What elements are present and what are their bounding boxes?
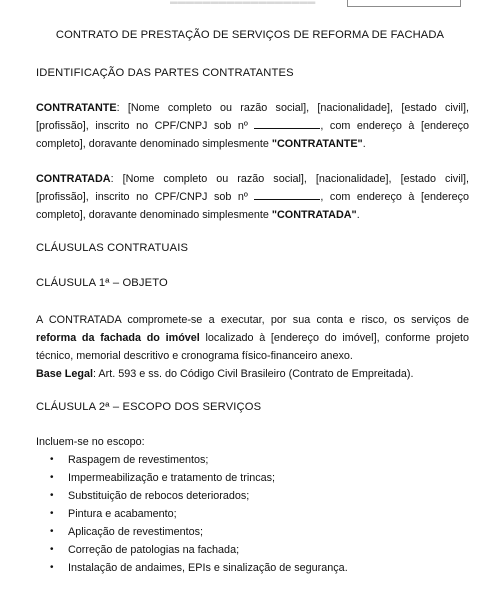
bullet-icon: • <box>50 508 54 519</box>
document-title: CONTRATO DE PRESTAÇÃO DE SERVIÇOS DE REFORMA DE FACHADA <box>55 29 445 41</box>
contratada-alias: "CONTRATADA" <box>271 209 357 221</box>
contratante-text-1: : [Nome completo ou razão social], [nacionalidade], [estado civil], [profissão], inscrito no CPF/CNPJ sob nº <box>36 102 469 132</box>
contratada-text-2: , com endereço à [endereço completo], doravante denominado simplesmente <box>36 191 469 221</box>
list-item <box>36 469 476 487</box>
clause-1-text-1: A CONTRATADA compromete-se a executar, por sua conta e risco, os serviços de <box>36 314 469 326</box>
legal-basis-label: Base Legal <box>36 368 94 380</box>
cropped-header-field <box>347 0 461 7</box>
scope-intro: Incluem-se no escopo: <box>36 436 145 448</box>
contratante-alias: "CONTRATANTE" <box>271 138 363 150</box>
cpf-blank-line <box>254 119 320 129</box>
scope-item-text: Impermeabilização e tratamento de trincas; <box>68 472 276 484</box>
scope-item-text: Raspagem de revestimentos; <box>68 454 209 466</box>
clause-1-text-2: localizado à [endereço do imóvel], conforme projeto técnico, memorial descritivo e cronograma físico-financeiro anexo. <box>36 332 469 362</box>
scope-item-text: Instalação de andaimes, EPIs e sinalização de segurança. <box>68 562 348 574</box>
list-item <box>36 487 476 505</box>
parties-heading: IDENTIFICAÇÃO DAS PARTES CONTRATANTES <box>36 67 294 79</box>
contratada-text-1: : [Nome completo ou razão social], [nacionalidade], [estado civil], [profissão], inscrito no CPF/CNPJ sob nº <box>36 173 469 203</box>
bullet-icon: • <box>50 544 54 555</box>
scope-item-text: Correção de patologias na fachada; <box>68 544 240 556</box>
list-item <box>36 451 476 469</box>
contratada-paragraph <box>36 170 469 224</box>
bullet-icon: • <box>50 562 54 573</box>
contratante-end: . <box>362 138 366 150</box>
list-item <box>36 523 476 541</box>
list-item <box>36 505 476 523</box>
clause-1-paragraph <box>36 311 469 383</box>
list-item <box>36 541 476 559</box>
legal-basis-text: : Art. 593 e ss. do Código Civil Brasileiro (Contrato de Empreitada). <box>93 368 414 380</box>
scope-item-text: Substituição de rebocos deteriorados; <box>68 490 250 502</box>
clauses-heading: CLÁUSULAS CONTRATUAIS <box>36 242 189 254</box>
cnpj-blank-line <box>254 190 320 200</box>
bullet-icon: • <box>50 490 54 501</box>
clause-1-heading: CLÁUSULA 1ª – OBJETO <box>36 277 168 289</box>
scope-list <box>36 451 476 577</box>
scope-item-text: Pintura e acabamento; <box>68 508 177 520</box>
cropped-header-text <box>170 0 340 4</box>
bullet-icon: • <box>50 526 54 537</box>
contratante-paragraph <box>36 99 469 153</box>
scope-item-text: Aplicação de revestimentos; <box>68 526 204 538</box>
bullet-icon: • <box>50 472 54 483</box>
bullet-icon: • <box>50 454 54 465</box>
contratada-end: . <box>356 209 360 221</box>
contratante-label: CONTRATANTE <box>36 102 117 114</box>
clause-1-bold: reforma da fachada do imóvel <box>36 332 200 344</box>
clause-2-heading: CLÁUSULA 2ª – ESCOPO DOS SERVIÇOS <box>36 401 262 413</box>
contratante-text-2: , com endereço à [endereço completo], doravante denominado simplesmente <box>36 120 469 150</box>
list-item <box>36 559 476 577</box>
contratada-label: CONTRATADA <box>36 173 111 185</box>
scope-list-block <box>36 433 476 577</box>
